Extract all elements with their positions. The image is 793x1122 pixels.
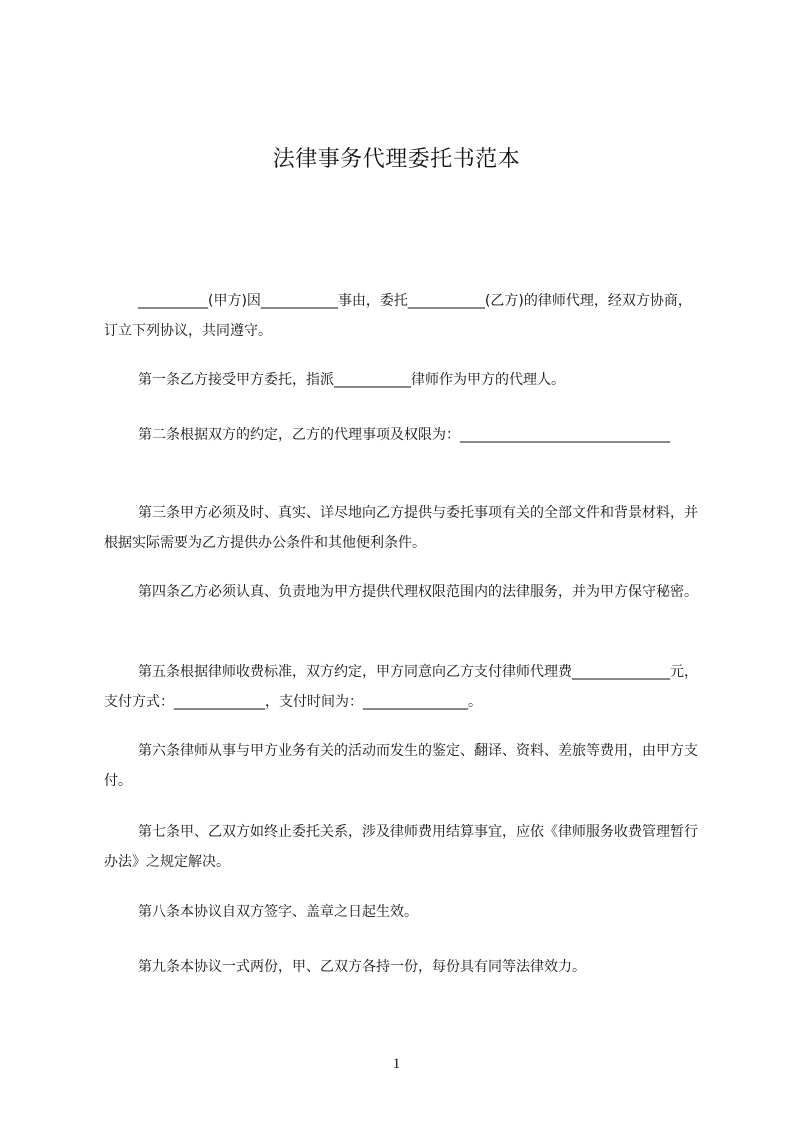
- document-title: 法律事务代理委托书范本: [272, 147, 521, 172]
- article-4: 第四条乙方必须认真、负责地为甲方提供代理权限范围内的法律服务，并为甲方保守秘密。: [138, 584, 698, 600]
- article-3: 第三条甲方必须及时、真实、详尽地向乙方提供与委托事项有关的全部文件和背景材料，并根据实际需要为乙方提供办公条件和其他便利条件。: [104, 505, 698, 551]
- article-5: 第五条根据律师收费标准，双方约定，甲方同意向乙方支付律师代理费______________元，支付方式：_____________，支付时间为：_______________。: [104, 664, 698, 710]
- page-number: 1: [392, 1056, 401, 1072]
- article-9: 第九条本协议一式两份，甲、乙双方各持一份，每份具有同等法律效力。: [138, 959, 586, 975]
- article-8: 第八条本协议自双方签字、盖章之日起生效。: [138, 904, 418, 920]
- preamble-paragraph: __________(甲方)因___________事由，委托___________(乙方)的律师代理，经双方协商，订立下列协议，共同遵守。: [104, 293, 692, 339]
- article-6: 第六条律师从事与甲方业务有关的活动而发生的鉴定、翻译、资料、差旅等费用，由甲方支付。: [104, 743, 698, 789]
- article-1: 第一条乙方接受甲方委托，指派___________律师作为甲方的代理人。: [138, 372, 565, 388]
- article-7: 第七条甲、乙双方如终止委托关系，涉及律师费用结算事宜，应依《律师服务收费管理暂行办法》之规定解决。: [104, 824, 698, 870]
- article-2: 第二条根据双方的约定，乙方的代理事项及权限为：______________________________: [138, 427, 670, 443]
